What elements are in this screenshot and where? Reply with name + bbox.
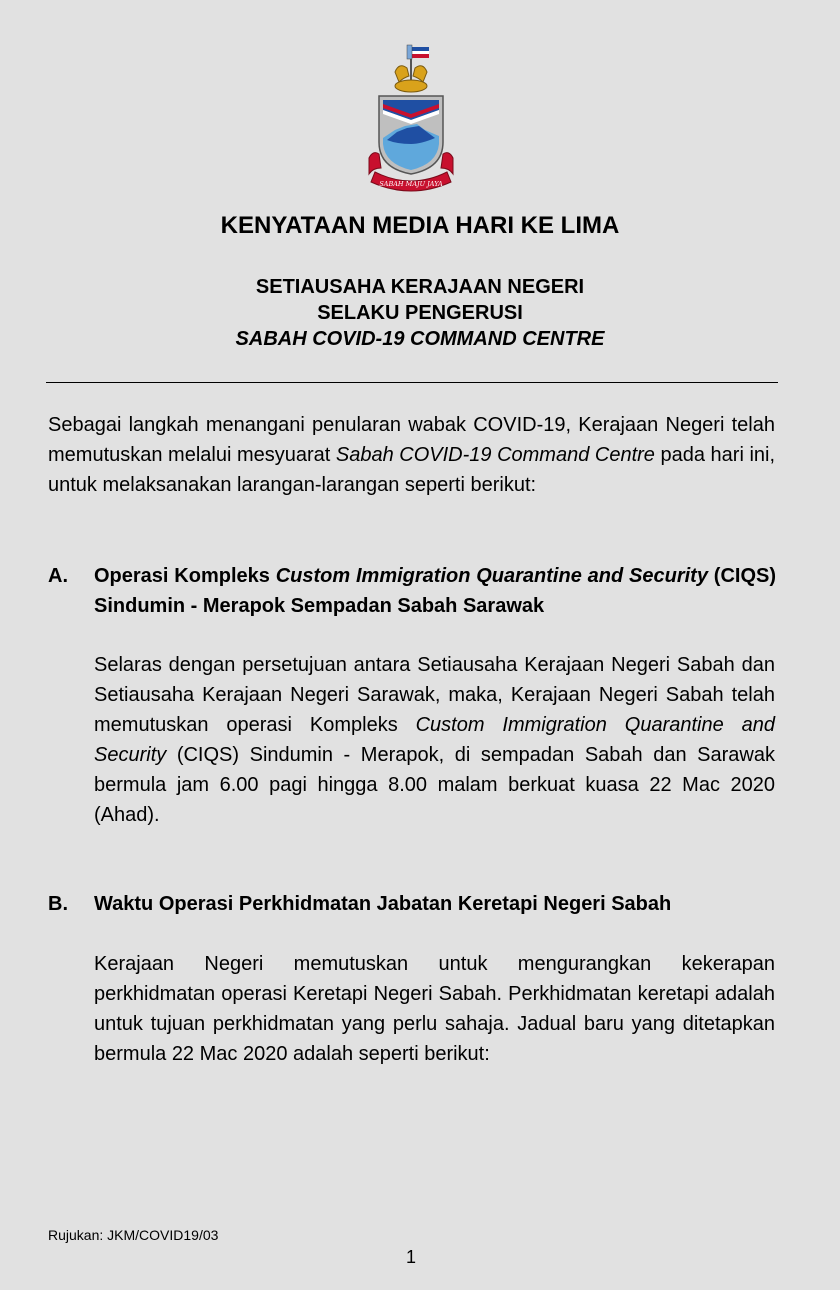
- subtitle-line-2: SELAKU PENGERUSI: [317, 302, 523, 324]
- reference-note: Rujukan: JKM/COVID19/03: [48, 1227, 219, 1243]
- page-title: KENYATAAN MEDIA HARI KE LIMA: [220, 212, 620, 239]
- sabah-crest-icon: [365, 40, 457, 196]
- divider: [46, 382, 778, 383]
- page-number: 1: [405, 1247, 416, 1267]
- section-a-letter: A.: [48, 565, 68, 587]
- subtitle-line-1: SETIAUSAHA KERAJAAN NEGERI: [255, 276, 585, 298]
- crest-motto: SABAH MAJU JAYA: [379, 180, 443, 188]
- section-b-letter: B.: [48, 893, 68, 915]
- intro-paragraph: Sebagai langkah menangani penularan wabak COVID-19, Kerajaan Negeri telah memutuskan melalui mesyuarat Sabah COVID-19 Command Centre pada hari ini, untuk melaksanakan larangan-larangan seperti berikut:: [48, 414, 776, 496]
- subtitle-line-3: SABAH COVID-19 COMMAND CENTRE: [235, 328, 605, 350]
- section-a-body: Selaras dengan persetujuan antara Setiausaha Kerajaan Negeri Sabah dan Setiausaha Kerajaan Negeri Sarawak, maka, Kerajaan Negeri Sabah telah memutuskan operasi Kompleks Custom Immigration Quarantine and Security (CIQS) Sindumin - Merapok, di sempadan Sabah dan Sarawak bermula jam 6.00 pagi hingga 8.00 malam berkuat kuasa 22 Mac 2020 (Ahad).: [94, 654, 775, 826]
- section-a-heading: Operasi Kompleks Custom Immigration Quarantine and Security (CIQS) Sindumin - Merapok Sempadan Sabah Sarawak: [94, 565, 777, 617]
- section-b-heading: Waktu Operasi Perkhidmatan Jabatan Keretapi Negeri Sabah: [94, 893, 672, 915]
- section-b-body: Kerajaan Negeri memutuskan untuk mengurangkan kekerapan perkhidmatan operasi Keretapi Negeri Sabah. Perkhidmatan keretapi adalah untuk tujuan perkhidmatan yang perlu sahaja. Jadual baru yang ditetapkan bermula 22 Mac 2020 adalah seperti berikut:: [94, 953, 775, 1065]
